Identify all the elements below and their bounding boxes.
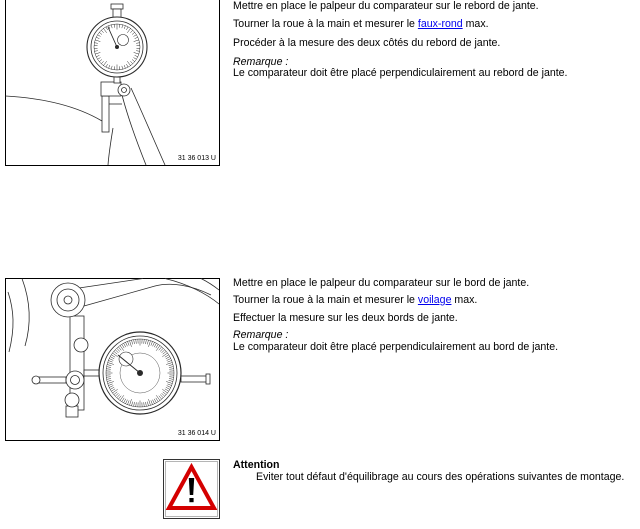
dial-gauge (99, 332, 181, 414)
warning-triangle-icon (163, 459, 220, 519)
tire-sidewall-line (22, 279, 29, 347)
wheel-outline (6, 88, 166, 165)
left-rod-end (32, 376, 40, 384)
attention-title: Attention (233, 459, 280, 471)
step-text: Procéder à la mesure des deux côtés du rebord de jante. (233, 37, 501, 49)
remark-title: Remarque : (233, 329, 289, 341)
voilage-link[interactable]: voilage (417, 294, 452, 306)
step-text-part: Tourner la roue à la main et mesurer le (233, 18, 418, 30)
rim-flange-line (131, 88, 165, 165)
attention-text: Eviter tout défaut d'équilibrage au cours des opérations suivantes de montage. (256, 471, 625, 483)
gauge-subdial (118, 35, 129, 46)
right-rod-end (206, 374, 210, 384)
clamp-knob-center (71, 376, 80, 385)
dial-gauge (87, 4, 147, 83)
gauge-subdial (119, 352, 133, 366)
rim-lateral-runout-illustration (5, 278, 220, 441)
remark-title: Remarque : (233, 56, 289, 68)
clamp-knob-center (122, 88, 127, 93)
right-rod-shaft (181, 376, 207, 382)
holder-arm (79, 279, 211, 307)
rim-flange-line (122, 95, 146, 165)
holder-post (102, 96, 109, 132)
faux-rond-link[interactable]: faux-rond (417, 18, 463, 30)
tire-sidewall-line (8, 292, 13, 352)
step-text-part: max. (462, 18, 489, 30)
step-text: Effectuer la mesure sur les deux bords de jante. (233, 312, 458, 324)
column-knob (74, 338, 88, 352)
foot-knob (65, 393, 79, 407)
tire-edge-line (6, 96, 103, 121)
step-text (233, 294, 477, 306)
exclamation-dot (189, 498, 193, 502)
figure-label: 31 36 014 U (177, 430, 216, 437)
right-rod (181, 374, 210, 384)
step-text-part: max. (451, 294, 478, 306)
gauge-hub (137, 370, 143, 376)
tire-tread-line (201, 279, 219, 291)
gauge-cap (111, 4, 123, 9)
arm-knob-center (64, 296, 72, 304)
gauge-hub (115, 45, 119, 49)
column-foot (66, 406, 78, 417)
step-text (233, 18, 489, 30)
step-text-part: Tourner la roue à la main et mesurer le (233, 294, 418, 306)
rim-well-line (108, 128, 113, 165)
left-rod (36, 377, 66, 383)
remark-text: Le comparateur doit être placé perpendiculairement au rebord de jante. (233, 67, 568, 79)
step-text: Mettre en place le palpeur du comparateur sur le rebord de jante. (233, 0, 539, 12)
figure-radial-runout (5, 0, 220, 166)
step-text: Mettre en place le palpeur du comparateur sur le bord de jante. (233, 277, 530, 289)
rim-runout-illustration (5, 0, 220, 166)
figure-label: 31 36 013 U (177, 155, 216, 162)
figure-lateral-runout (5, 278, 220, 441)
remark-text: Le comparateur doit être placé perpendiculairement au bord de jante. (233, 341, 559, 353)
tire-tread-line (165, 279, 219, 305)
warning-sign-graphic (163, 459, 220, 519)
